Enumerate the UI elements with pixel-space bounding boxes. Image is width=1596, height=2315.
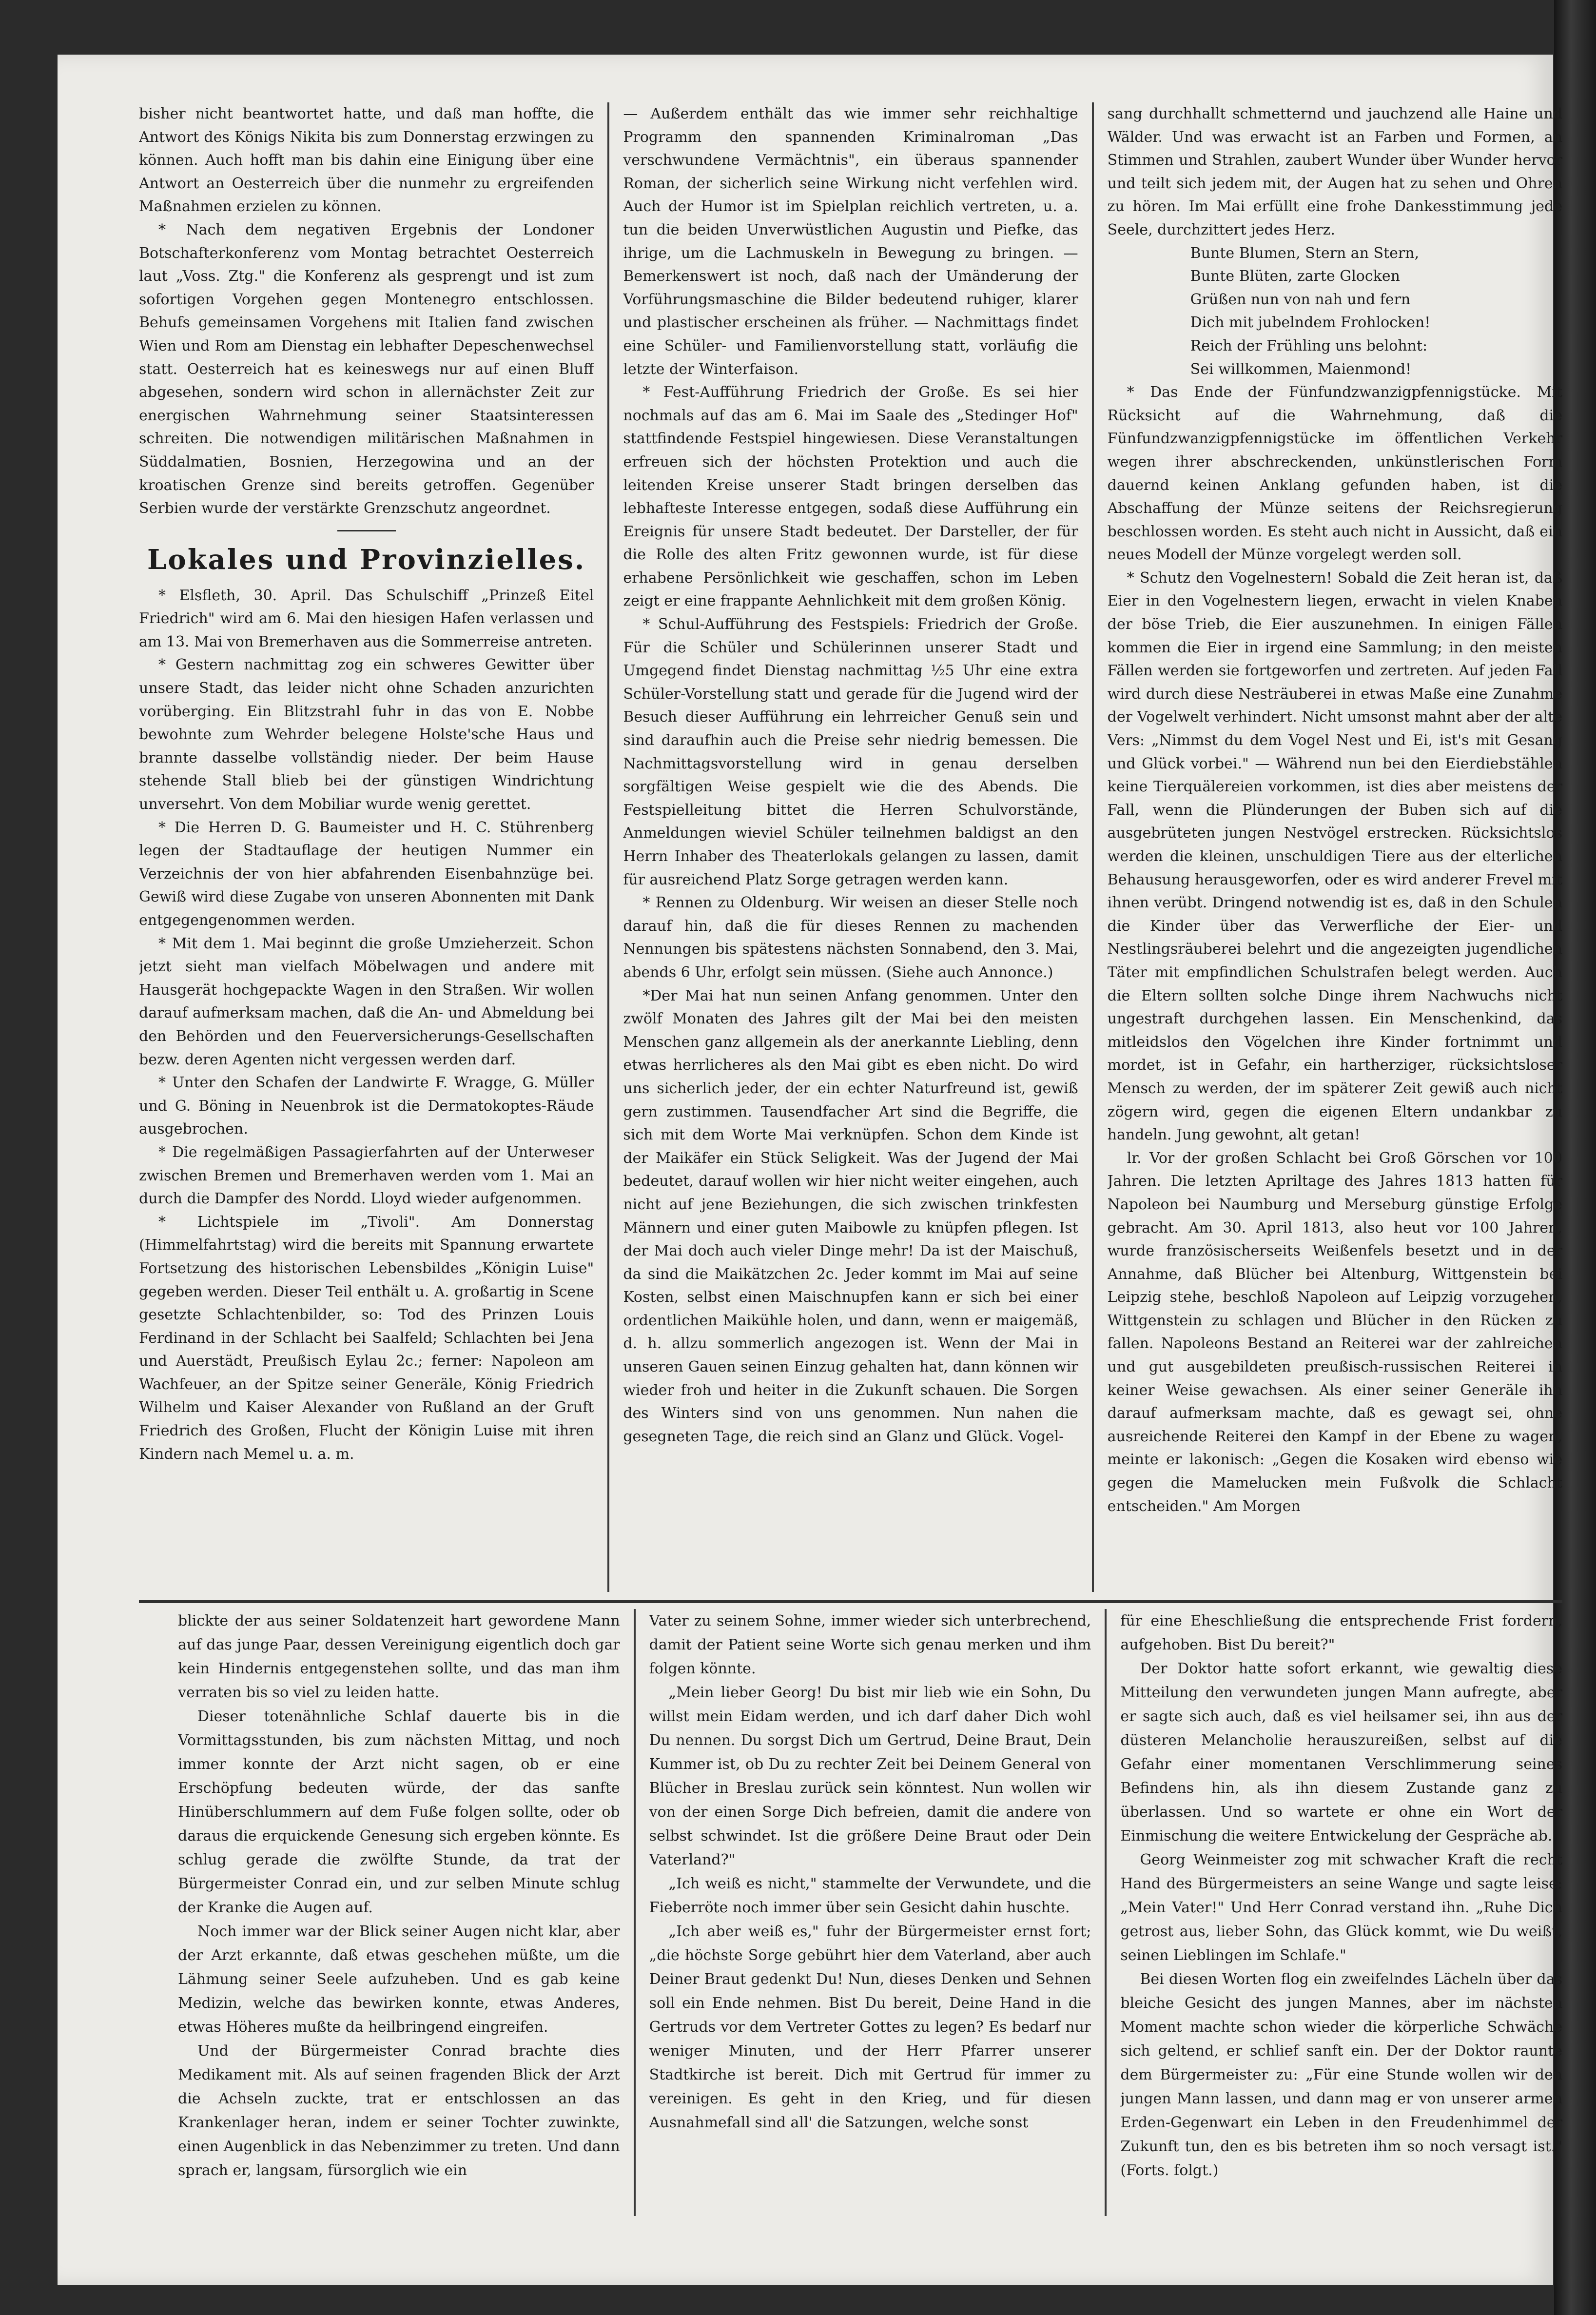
article-paragraph: * Unter den Schafen der Landwirte F. Wragge, G. Müller und G. Böning in Neuenbrok ist die Dermatokoptes-Räude ausgebrochen. — [139, 1074, 594, 1138]
column-separator — [1092, 102, 1094, 1592]
article-paragraph: * Die regelmäßigen Passagierfahrten auf der Unterweser zwischen Bremen und Bremerhaven werden vom 1. Mai an durch die Dampfer des Nordd. Lloyd wieder aufgenommen. — [139, 1143, 594, 1208]
column-separator — [1105, 1609, 1107, 2216]
column-separator — [634, 1609, 636, 2216]
article-paragraph: * Lichtspiele im „Tivoli". Am Donnerstag (Himmelfahrtstag) wird die bereits mit Spannung erwartete Fortsetzung des historischen Lebensbildes „Königin Luise" gegeben werden. Dieser Teil enthält u. A. großartig in Scene gesetzte Schlachtenbilder, so: Tod des Prinzen Louis Ferdinand in der Schlacht bei Saalfeld; Schlachten bei Jena und Auerstädt, Preußisch Eylau 2c.; ferner: Napoleon am Wachfeuer, an der Spitze seiner Generäle, König Friedrich Wilhelm und Kaiser Alexander von Rußland an der Gruft Friedrich des Großen, Flucht der Königin Luise mit ihren Kindern nach Memel u. a. m. — [139, 1213, 594, 1463]
novel-column-2 — [649, 1609, 1091, 2216]
article-paragraph: sang durchhallt schmetternd und jauchzend alle Haine und Wälder. Und was erwacht ist an Farben und Formen, an Stimmen und Strahlen, zaubert Wunder über Wunder hervor und teilt sich jedem mit, der Augen hat zu sehen und Ohren zu hören. Im Mai erfüllt eine frohe Dankesstimmung jede Seele, durchzittert jedes Herz. — [1107, 105, 1562, 238]
column-2 — [623, 102, 1078, 1592]
article-paragraph: * Fest-Aufführung Friedrich der Große. Es sei hier nochmals auf das am 6. Mai im Saale des „Stedinger Hof" stattfindende Festspiel hingewiesen. Diese Veranstaltungen erfreuen sich der höchsten Protektion und auch die leitenden Kreise unserer Stadt bringen derselben das lebhafteste Interesse entgegen, sodaß diese Aufführung ein Ereignis für unsere Stadt bedeutet. Der Darsteller, der für die Rolle des alten Fritz gewonnen wurde, ist für diese erhabene Persönlichkeit wie geschaffen, schon im Leben zeigt er eine frappante Aehnlichkeit mit dem großen König. — [623, 384, 1078, 610]
verse-line: Bunte Blumen, Stern an Stern, — [1190, 244, 1420, 262]
verse-line: Reich der Frühling uns belohnt: — [1190, 337, 1428, 354]
column-separator — [607, 102, 609, 1592]
feuilleton-divider-rule — [139, 1600, 1562, 1603]
article-paragraph: Dieser totenähnliche Schlaf dauerte bis in die Vormittagsstunden, bis zum nächsten Mittag, und noch immer konnte der Arzt nicht sagen, ob er eine Erschöpfung bedeuten würde, der das sanfte Hinüberschlummern auf dem Fuße folgen sollte, oder ob daraus die erquickende Genesung sich ergeben könnte. Es schlug gerade die zwölfte Stunde, da trat der Bürgermeister Conrad ein, und zur selben Minute schlug der Kranke die Augen auf. — [178, 1708, 620, 1916]
article-paragraph: Bei diesen Worten flog ein zweifelndes Lächeln über das bleiche Gesicht des jungen Mannes, aber im nächsten Moment machte schon wieder die körperliche Schwäche sich geltend, er schlief sanft ein. Der der Doktor raunte dem Bürgermeister zu: „Für eine Stunde wollen wir den jungen Mann lassen, und dann mag er von unserer armen Erden-Gegenwart ein Leben in den Freudenhimmel der Zukunft tun, den es bis betreten ihm so noch versagt ist." (Forts. folgt.) — [1120, 1971, 1563, 2179]
article-paragraph: * Gestern nachmittag zog ein schweres Gewitter über unsere Stadt, das leider nicht ohne Schaden anzurichten vorüberging. Ein Blitzstrahl fuhr in das von E. Nobbe bewohnte zum Wehrder belegene Holste'sche Haus und brannte dasselbe vollständig nieder. Der beim Hause stehende Stall blieb bei der günstigen Windrichtung unversehrt. Von dem Mobiliar wurde wenig gerettet. — [139, 656, 594, 813]
article-paragraph: — Außerdem enthält das wie immer sehr reichhaltige Programm den spannenden Kriminalroman „Das verschwundene Vermächtnis", ein überaus spannender Roman, der sicherlich seine Wirkung nicht verfehlen wird. Auch der Humor ist im Spielplan reichlich vertreten, u. a. tun die beiden Unverwüstlichen Augustin und Piefke, das ihrige, um die Lachmuskeln in Bewegung zu bringen. — Bemerkenswert ist noch, daß nach der Umänderung der Vorführungsmaschine die Bilder bedeutend ruhiger, klarer und plastischer erscheinen als früher. — Nachmittags findet eine Schüler- und Familienvorstellung statt, vorläufig die letzte der Winterfaison. — [623, 105, 1078, 378]
article-paragraph: * Schul-Aufführung des Festspiels: Friedrich der Große. Für die Schüler und Schülerinnen unserer Stadt und Umgegend findet Dienstag nachmittag ½5 Uhr eine extra Schüler-Vorstellung statt und gerade für die Jugend wird der Besuch dieser Aufführung ein lehrreicher Genuß sein und sind daraufhin auch die Preise sehr niedrig bemessen. Die Nachmittagsvorstellung wird in genau derselben sorgfältigen Weise gespielt wie die des Abends. Die Festspielleitung bittet die Herren Schulvorstände, Anmeldungen wieviel Schüler teilnehmen baldigst an den Herrn Inhaber des Theaterlokals gelangen zu lassen, damit für ausreichend Platz Sorge getragen werden kann. — [623, 616, 1078, 888]
article-paragraph: * Mit dem 1. Mai beginnt die große Umzieherzeit. Schon jetzt sieht man vielfach Möbelwagen und andere mit Hausgerät hochgepackte Wagen in den Straßen. Wir wollen darauf aufmerksam machen, daß die An- und Abmeldung bei den Behörden und den Feuerversicherungs-Gesellschaften bezw. deren Agenten nicht vergessen werden darf. — [139, 935, 594, 1068]
article-paragraph: * Das Ende der Fünfundzwanzigpfennigstücke. Mit Rücksicht auf die Wahrnehmung, daß die Fünfundzwanzigpfennigstücke im öffentlichen Verkehr wegen ihrer abschreckenden, unkünstlerischen Form dauernd keinen Anklang gefunden haben, ist die Abschaffung der Münze seitens der Reichsregierung beschlossen worden. Es steht auch nicht in Aussicht, daß ein neues Modell der Münze vorgelegt werden soll. — [1107, 384, 1562, 564]
short-rule — [337, 530, 396, 531]
top-article-section — [139, 102, 1562, 1592]
section-heading: Lokales und Provinzielles. — [147, 543, 586, 576]
article-paragraph: „Mein lieber Georg! Du bist mir lieb wie ein Sohn, Du willst mein Eidam werden, und ich darf daher Dich wohl Du nennen. Du sorgst Dich um Gertrud, Deine Braut, Dein Kummer ist, ob Du zu rechter Zeit bei Deinem General von Blücher in Breslau zurück sein könntest. Nun wollen wir von der einen Sorge Dich befreien, damit die andere von selbst schwindet. Ist die größere Deine Braut oder Dein Vaterland?" — [649, 1684, 1091, 1868]
article-paragraph: Noch immer war der Blick seiner Augen nicht klar, aber der Arzt erkannte, daß etwas geschehen müßte, um die Lähmung seiner Seele aufzuheben. Und es gab keine Medizin, welche das bewirken konnte, etwas Anderes, etwas Höheres mußte da heilbringend eingreifen. — [178, 1923, 620, 2036]
serial-novel-section — [178, 1609, 1562, 2216]
article-paragraph: * Elsfleth, 30. April. Das Schulschiff „Prinzeß Eitel Friedrich" wird am 6. Mai den hiesigen Hafen verlassen und am 13. Mai von Bremerhaven aus die Sommerreise antreten. — [139, 587, 594, 650]
article-paragraph: * Die Herren D. G. Baumeister und H. C. Stührenberg legen der Stadtauflage der heutigen Nummer ein Verzeichnis der von hier abfahrenden Eisenbahnzüge bei. Gewiß wird diese Zugabe von unseren Abonnenten mit Dank entgegengenommen werden. — [139, 819, 594, 929]
article-paragraph: Der Doktor hatte sofort erkannt, wie gewaltig diese Mitteilung den verwundeten jungen Mann aufregte, aber er sagte sich auch, daß es viel heilsamer sei, ihn aus der düsteren Melancholie herauszureißen, selbst auf die Gefahr einer momentanen Verschlimmerung seines Befindens hin, als ihn diesem Zustande ganz zu überlassen. Und so wartete er ohne ein Wort der Einmischung die weitere Entwickelung der Gespräche ab. — [1120, 1660, 1563, 1844]
article-paragraph: Und der Bürgermeister Conrad brachte dies Medikament mit. Als auf seinen fragenden Blick der Arzt die Achseln zuckte, trat er entschlossen an das Krankenlager heran, indem er seiner Tochter zuwinkte, einen Augenblick in das Nebenzimmer zu treten. Und dann sprach er, langsam, fürsorglich wie ein — [178, 2042, 620, 2179]
article-paragraph: *Der Mai hat nun seinen Anfang genommen. Unter den zwölf Monaten des Jahres gilt der Mai bei den meisten Menschen ganz allgemein als der anerkannte Liebling, denn etwas herrlicheres als den Mai gibt es eben nicht. Do wird uns sicherlich jeder, der ein echter Naturfreund ist, gewiß gern zustimmen. Tausendfacher Art sind die Begriffe, die sich mit dem Worte Mai verknüpfen. Schon dem Kinde ist der Maikäfer ein Stück Seligkeit. Was der Jugend der Mai bedeutet, darauf wollen wir hier nicht weiter eingehen, auch nicht auf jene Beziehungen, die sich zwischen trinkfesten Männern und einer guten Maibowle zu knüpfen pflegen. Ist der Mai doch auch vieler Dinge mehr! Da ist der Maischuß, da sind die Maikätzchen 2c. Jeder kommt im Mai auf seine Kosten, selbst einen Maischnupfen kann er sich bei einer ordentlichen Maikühle holen, und dann, wenn er maigemäß, d. h. allzu sommerlich angezogen ist. Wenn der Mai in unseren Gauen seinen Einzug gehalten hat, dann können wir wieder froh und heiter in die Zukunft schauen. Die Sorgen des Winters sind von uns genommen. Nun nahen die gesegneten Tage, die reich sind an Glanz und Glück. Vogel- — [623, 987, 1078, 1445]
verse-line: Grüßen nun von nah und fern — [1190, 291, 1411, 308]
article-paragraph: „Ich aber weiß es," fuhr der Bürgermeister ernst fort; „die höchste Sorge gebührt hier dem Vaterland, aber auch Deiner Braut gedenkt Du! Nun, dieses Denken und Sehnen soll ein Ende nehmen. Bist Du bereit, Deine Hand in die Gertruds vor dem Vertreter Gottes zu legen? Es bedarf nur weniger Minuten, und der Herr Pfarrer unserer Stadtkirche ist bereit. Dich mit Gertrud für immer zu vereinigen. Es geht in den Krieg, und für diesen Ausnahmefall sind all' die Satzungen, welche sonst — [649, 1923, 1091, 2131]
article-paragraph: * Nach dem negativen Ergebnis der Londoner Botschafterkonferenz vom Montag betrachtet Oesterreich laut „Voss. Ztg." die Konferenz als gesprengt und ist zum sofortigen Vorgehen gegen Montenegro entschlossen. Behufs gemeinsamen Vorgehens mit Italien fand zwischen Wien und Rom am Dienstag ein lebhafter Depeschenwechsel statt. Oesterreich hat es keineswegs nur auf einen Bluff abgesehen, sondern wird schon in allernächster Zeit zur energischen Wahrnehmung seiner Staatsinteressen schreiten. Die notwendigen militärischen Maßnahmen in Süddalmatien, Bosnien, Herzegowina und an der kroatischen Grenze sind bereits getroffen. Gegenüber Serbien wurde der verstärkte Grenzschutz angeordnet. — [139, 221, 594, 517]
article-paragraph: lr. Vor der großen Schlacht bei Groß Görschen vor 100 Jahren. Die letzten Apriltage des Jahres 1813 hatten für Napoleon bei Naumburg und Merseburg günstige Erfolge gebracht. Am 30. April 1813, also heut vor 100 Jahren, wurde französischerseits Weißenfels besetzt und in der Annahme, daß Blücher bei Altenburg, Wittgenstein bei Leipzig stehe, beschloß Napoleon auf Leipzig vorzugehen, Wittgenstein zu schlagen und Blücher in den Rücken zu fallen. Napoleons Bestand an Reiterei war der zahlreichen und gut ausgebildeten preußisch-russischen Reiterei in keiner Weise gewachsen. Als einer seiner Generäle ihn darauf aufmerksam machte, daß es gewagt sei, ohne ausreichende Reiterei den Kampf in der Ebene zu wagen, meinte er lakonisch: „Gegen die Kosaken wird ebenso wie gegen die Mamelucken mein Fußvolk die Schlacht entscheiden." Am Morgen — [1107, 1149, 1562, 1515]
novel-column-3 — [1120, 1609, 1562, 2216]
article-paragraph: bisher nicht beantwortet hatte, und daß man hoffte, die Antwort des Königs Nikita bis zum Donnerstag erzwingen zu können. Auch hofft man bis dahin eine Einigung über eine Antwort an Oesterreich über die nunmehr zu ergreifenden Maßnahmen erzielen zu können. — [139, 105, 594, 216]
article-paragraph: Vater zu seinem Sohne, immer wieder sich unterbrechend, damit der Patient seine Worte sich genau merken und ihm folgen könnte. — [649, 1612, 1091, 1677]
verse-line: Dich mit jubelndem Frohlocken! — [1190, 314, 1431, 332]
verse-line: Sei willkommen, Maienmond! — [1190, 360, 1412, 378]
article-paragraph: * Rennen zu Oldenburg. Wir weisen an dieser Stelle noch darauf hin, daß die für dieses Rennen zu machenden Nennungen bis spätestens nächsten Sonnabend, den 3. Mai, abends 6 Uhr, erfolgt sein müssen. (Siehe auch Annonce.) — [623, 894, 1078, 981]
novel-column-1 — [178, 1609, 620, 2216]
column-3 — [1108, 102, 1562, 1592]
article-paragraph: * Schutz den Vogelnestern! Sobald die Zeit heran ist, daß Eier in den Vogelnestern liegen, erwacht in vielen Knaben der böse Trieb, die Eier auszunehmen. In einigen Fällen kommen die Eier in irgend eine Sammlung; in den meisten Fällen werden sie fortgeworfen und zertreten. Auf jeden Fall wird durch diese Nesträuberei in etwas Maße eine Zunahme der Vogelwelt verhindert. Nicht umsonst mahnt aber der alte Vers: „Nimmst du dem Vogel Nest und Ei, ist's mit Gesang und Glück vorbei." — Während nun bei den Eierdiebstählen keine Tierquälereien vorkommen, ist dies aber meistens der Fall, wenn die Plünderungen der Buben sich auf die ausgebrüteten jungen Nestvögel erstrecken. Rücksichtslos werden die kleinen, unschuldigen Tiere aus der elterlichen Behausung herausgeworfen, oder es wird anderer Frevel mit ihnen verübt. Dringend notwendig ist es, daß in den Schulen die Kinder über das Verwerfliche der Eier- und Nestlingsräuberei belehrt und die angezeigten jugendlichen Täter mit empfindlichen Schulstrafen belegt werden. Auch die Eltern sollten solche Dinge ihrem Nachwuchs nicht ungestraft durchgehen lassen. Ein Menschenkind, das mitleidslos den Vögelchen ihre Kinder fortnimmt und mordet, ist in Gefahr, ein hartherziger, rücksichtsloser Mensch zu werden, der im späterer Zeit gewiß auch nicht zögern wird, gegen die eigenen Eltern undankbar zu handeln. Jung gewohnt, alt getan! — [1107, 569, 1562, 1144]
article-paragraph: Georg Weinmeister zog mit schwacher Kraft die recht Hand des Bürgermeisters an seine Wange und sagte leise: „Mein Vater!" Und Herr Conrad verstand ihn. „Ruhe Dich getrost aus, lieber Sohn, das Glück kommt, wie Du weißt, seinen Lieblingen im Schlafe." — [1120, 1851, 1563, 1964]
article-paragraph: „Ich weiß es nicht," stammelte der Verwundete, und die Fieberröte noch immer über sein Gesicht dahin huschte. — [649, 1875, 1091, 1916]
column-1 — [139, 102, 594, 1592]
article-paragraph: für eine Eheschließung die entsprechende Frist fordern, aufgehoben. Bist Du bereit?" — [1120, 1612, 1563, 1653]
article-paragraph: blickte der aus seiner Soldatenzeit hart gewordene Mann auf das junge Paar, dessen Vereinigung eigentlich doch gar kein Hindernis entgegenstehen sollte, und das man ihm verraten bis so viel zu leiden hatte. — [178, 1612, 620, 1701]
verse-line: Bunte Blüten, zarte Glocken — [1190, 268, 1400, 285]
